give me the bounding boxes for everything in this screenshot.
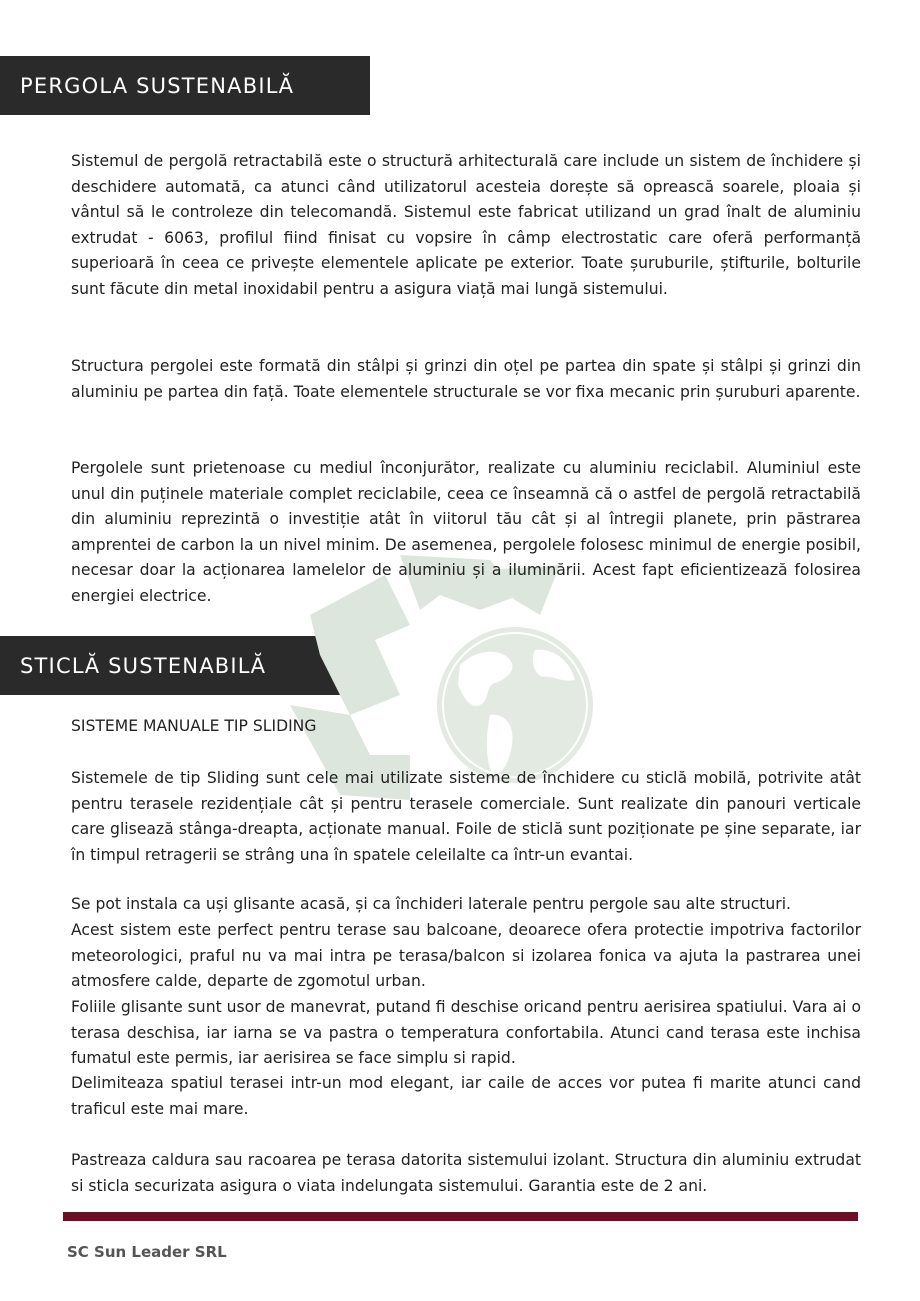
sticla-paragraph-5: Delimiteaza spatiul terasei intr-un mod elegant, iar caile de acces vor putea fi marite atunci cand traficul este mai mare. (71, 1074, 861, 1118)
footer-company-name: SC Sun Leader SRL (67, 1243, 227, 1261)
sticla-subtitle: SISTEME MANUALE TIP SLIDING (71, 717, 317, 735)
section-title-pergola (0, 56, 370, 115)
sticla-paragraph-6: Pastreaza caldura sau racoarea pe terasa datorita sistemului izolant. Structura din aluminiu extrudat si sticla securizata asigura o viata indelungata sistemului. Garantia este de 2 ani. (71, 1151, 861, 1195)
section-title-pergola-text: PERGOLA SUSTENABILĂ (20, 73, 295, 98)
pergola-paragraph-1: Sistemul de pergolă retractabilă este o structură arhitecturală care include un sistem de închidere și deschidere automată, ca atunci când utilizatorul acesteia dorește să oprească soarele, ploaia și vântul să le controleze din telecomandă. Sistemul este fabricat utilizand un grad înalt de aluminiu extrudat - 6063, profilul fiind finisat cu vopsire în câmp electrostatic care oferă performanță superioară în ceea ce privește elementele aplicate pe exterior. Toate șuruburile, știfturile, bolturile sunt făcute din metal inoxidabil pentru a asigura viață mai lungă sistemului. (71, 152, 861, 298)
pergola-paragraph-2: Structura pergolei este formată din stâlpi și grinzi din oțel pe partea din spate și stâlpi și grinzi din aluminiu pe partea din față. Toate elementele structurale se vor fixa mecanic prin șuruburi aparente. (71, 357, 861, 401)
footer-divider (63, 1212, 858, 1221)
sticla-paragraph-3: Acest sistem este perfect pentru terase sau balcoane, deoarece ofera protectie impotriva factorilor meteorologici, praful nu va mai intra pe terasa/balcon si izolarea fonica va ajuta la pastrarea unei atmosfere calde, departe de zgomotul urban. (71, 921, 861, 991)
sticla-paragraph-4: Foliile glisante sunt usor de manevrat, putand fi deschise oricand pentru aerisirea spatiului. Vara ai o terasa deschisa, iar iarna se va pastra o temperatura confortabila. Atunci cand terasa este inchisa fumatul este permis, iar aerisirea se face simplu si rapid. (71, 998, 861, 1068)
sticla-paragraph-2: Se pot instala ca uși glisante acasă, și ca închideri laterale pentru pergole sau alte structuri. (71, 895, 791, 913)
section-title-sticla-text: STICLĂ SUSTENABILĂ (20, 653, 267, 678)
sticla-paragraph-1: Sistemele de tip Sliding sunt cele mai utilizate sisteme de închidere cu sticlă mobilă, potrivite atât pentru terasele rezidențiale cât și pentru terasele comerciale. Sunt realizate din panouri verticale care glisează stânga-dreapta, acționate manual. Foile de sticlă sunt poziționate pe șine separate, iar în timpul retragerii se strâng una în spatele celeilalte ca într-un evantai. (71, 769, 861, 864)
pergola-paragraph-3: Pergolele sunt prietenoase cu mediul înconjurător, realizate cu aluminiu reciclabil. Aluminiul este unul din puținele materiale complet reciclabile, ceea ce înseamnă că o astfel de pergolă retractabilă din aluminiu reprezintă o investiție atât în viitorul tău cât și al întregii planete, prin păstrarea amprentei de carbon la un nivel minim. De asemenea, pergolele folosesc minimul de energie posibil, necesar doar la acționarea lamelelor de aluminiu și a iluminării. Acest fapt eficientizează folosirea energiei electrice. (71, 459, 861, 605)
